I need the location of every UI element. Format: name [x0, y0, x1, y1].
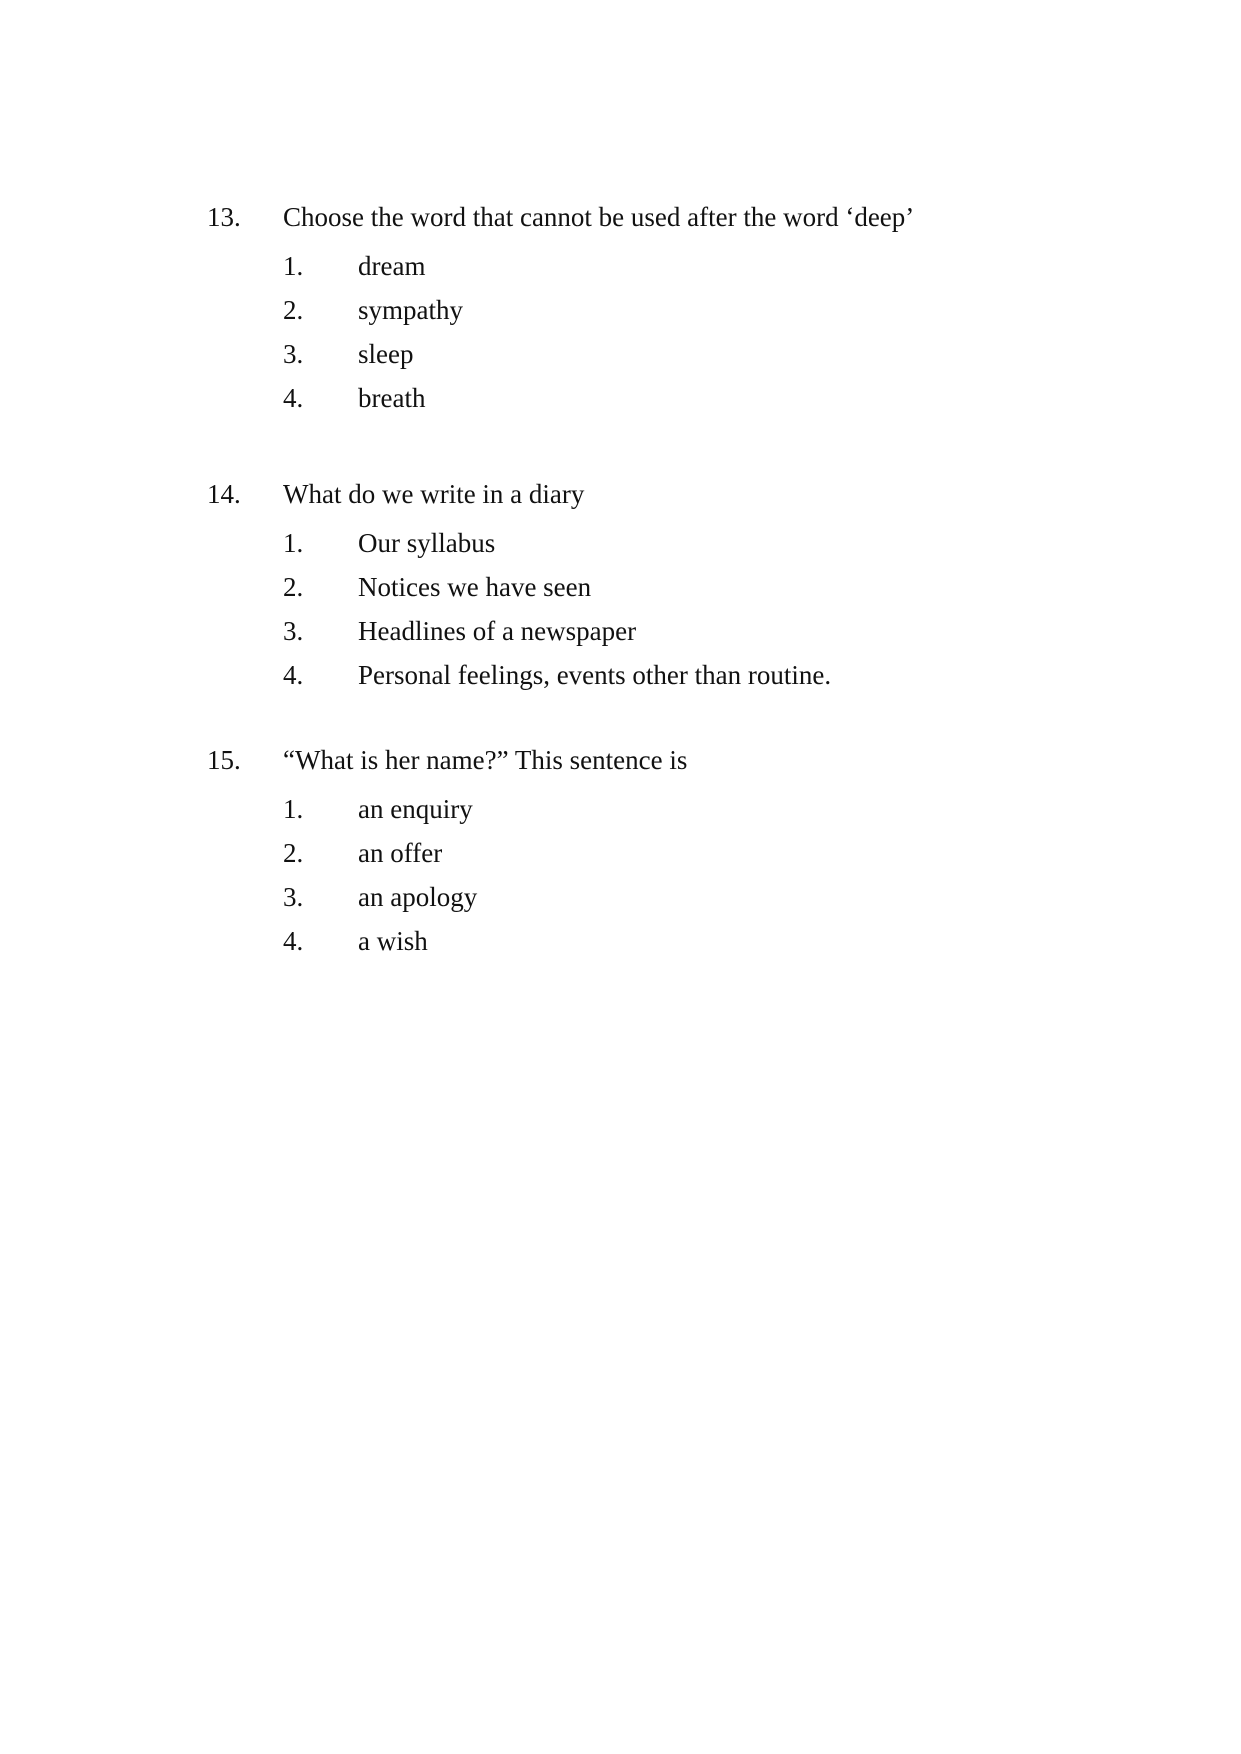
option-number: 1.	[283, 794, 304, 824]
option-text: Notices we have seen	[358, 572, 592, 602]
option-text: Personal feelings, events other than routine.	[358, 660, 832, 690]
question-number: 14.	[207, 479, 241, 509]
option-number: 1.	[283, 528, 304, 558]
option-text: a wish	[358, 926, 428, 956]
option-number: 3.	[283, 616, 304, 646]
option-text: dream	[358, 251, 426, 281]
option-number: 3.	[283, 339, 304, 369]
option-number: 2.	[283, 295, 304, 325]
option-item	[283, 884, 1167, 928]
option-text: an apology	[358, 882, 478, 912]
option-list	[283, 796, 1167, 972]
option-number: 1.	[283, 251, 304, 281]
question-stem	[207, 204, 1167, 238]
option-text: sympathy	[358, 295, 463, 325]
option-text: Our syllabus	[358, 528, 496, 558]
question-text: Choose the word that cannot be used after the word ‘deep’	[283, 202, 915, 232]
option-item	[283, 385, 1167, 429]
question-text: What do we write in a diary	[283, 479, 585, 509]
option-text: breath	[358, 383, 426, 413]
option-number: 4.	[283, 660, 304, 690]
option-text: sleep	[358, 339, 414, 369]
option-item	[283, 796, 1167, 840]
option-number: 4.	[283, 383, 304, 413]
option-text: an offer	[358, 838, 443, 868]
option-number: 3.	[283, 882, 304, 912]
question-stem	[207, 481, 1167, 515]
option-item	[283, 341, 1167, 385]
question-14	[207, 481, 1167, 706]
option-item	[283, 253, 1167, 297]
question-15	[207, 747, 1167, 972]
question-number: 15.	[207, 745, 241, 775]
option-item	[283, 574, 1167, 618]
option-item	[283, 928, 1167, 972]
question-stem	[207, 747, 1167, 781]
question-number: 13.	[207, 202, 241, 232]
question-13	[207, 204, 1167, 429]
option-number: 2.	[283, 572, 304, 602]
option-number: 4.	[283, 926, 304, 956]
option-number: 2.	[283, 838, 304, 868]
option-text: Headlines of a newspaper	[358, 616, 637, 646]
option-item	[283, 662, 1167, 706]
question-text: “What is her name?” This sentence is	[283, 745, 688, 775]
option-text: an enquiry	[358, 794, 473, 824]
option-item	[283, 297, 1167, 341]
option-list	[283, 530, 1167, 706]
option-item	[283, 530, 1167, 574]
option-item	[283, 840, 1167, 884]
option-list	[283, 253, 1167, 429]
option-item	[283, 618, 1167, 662]
